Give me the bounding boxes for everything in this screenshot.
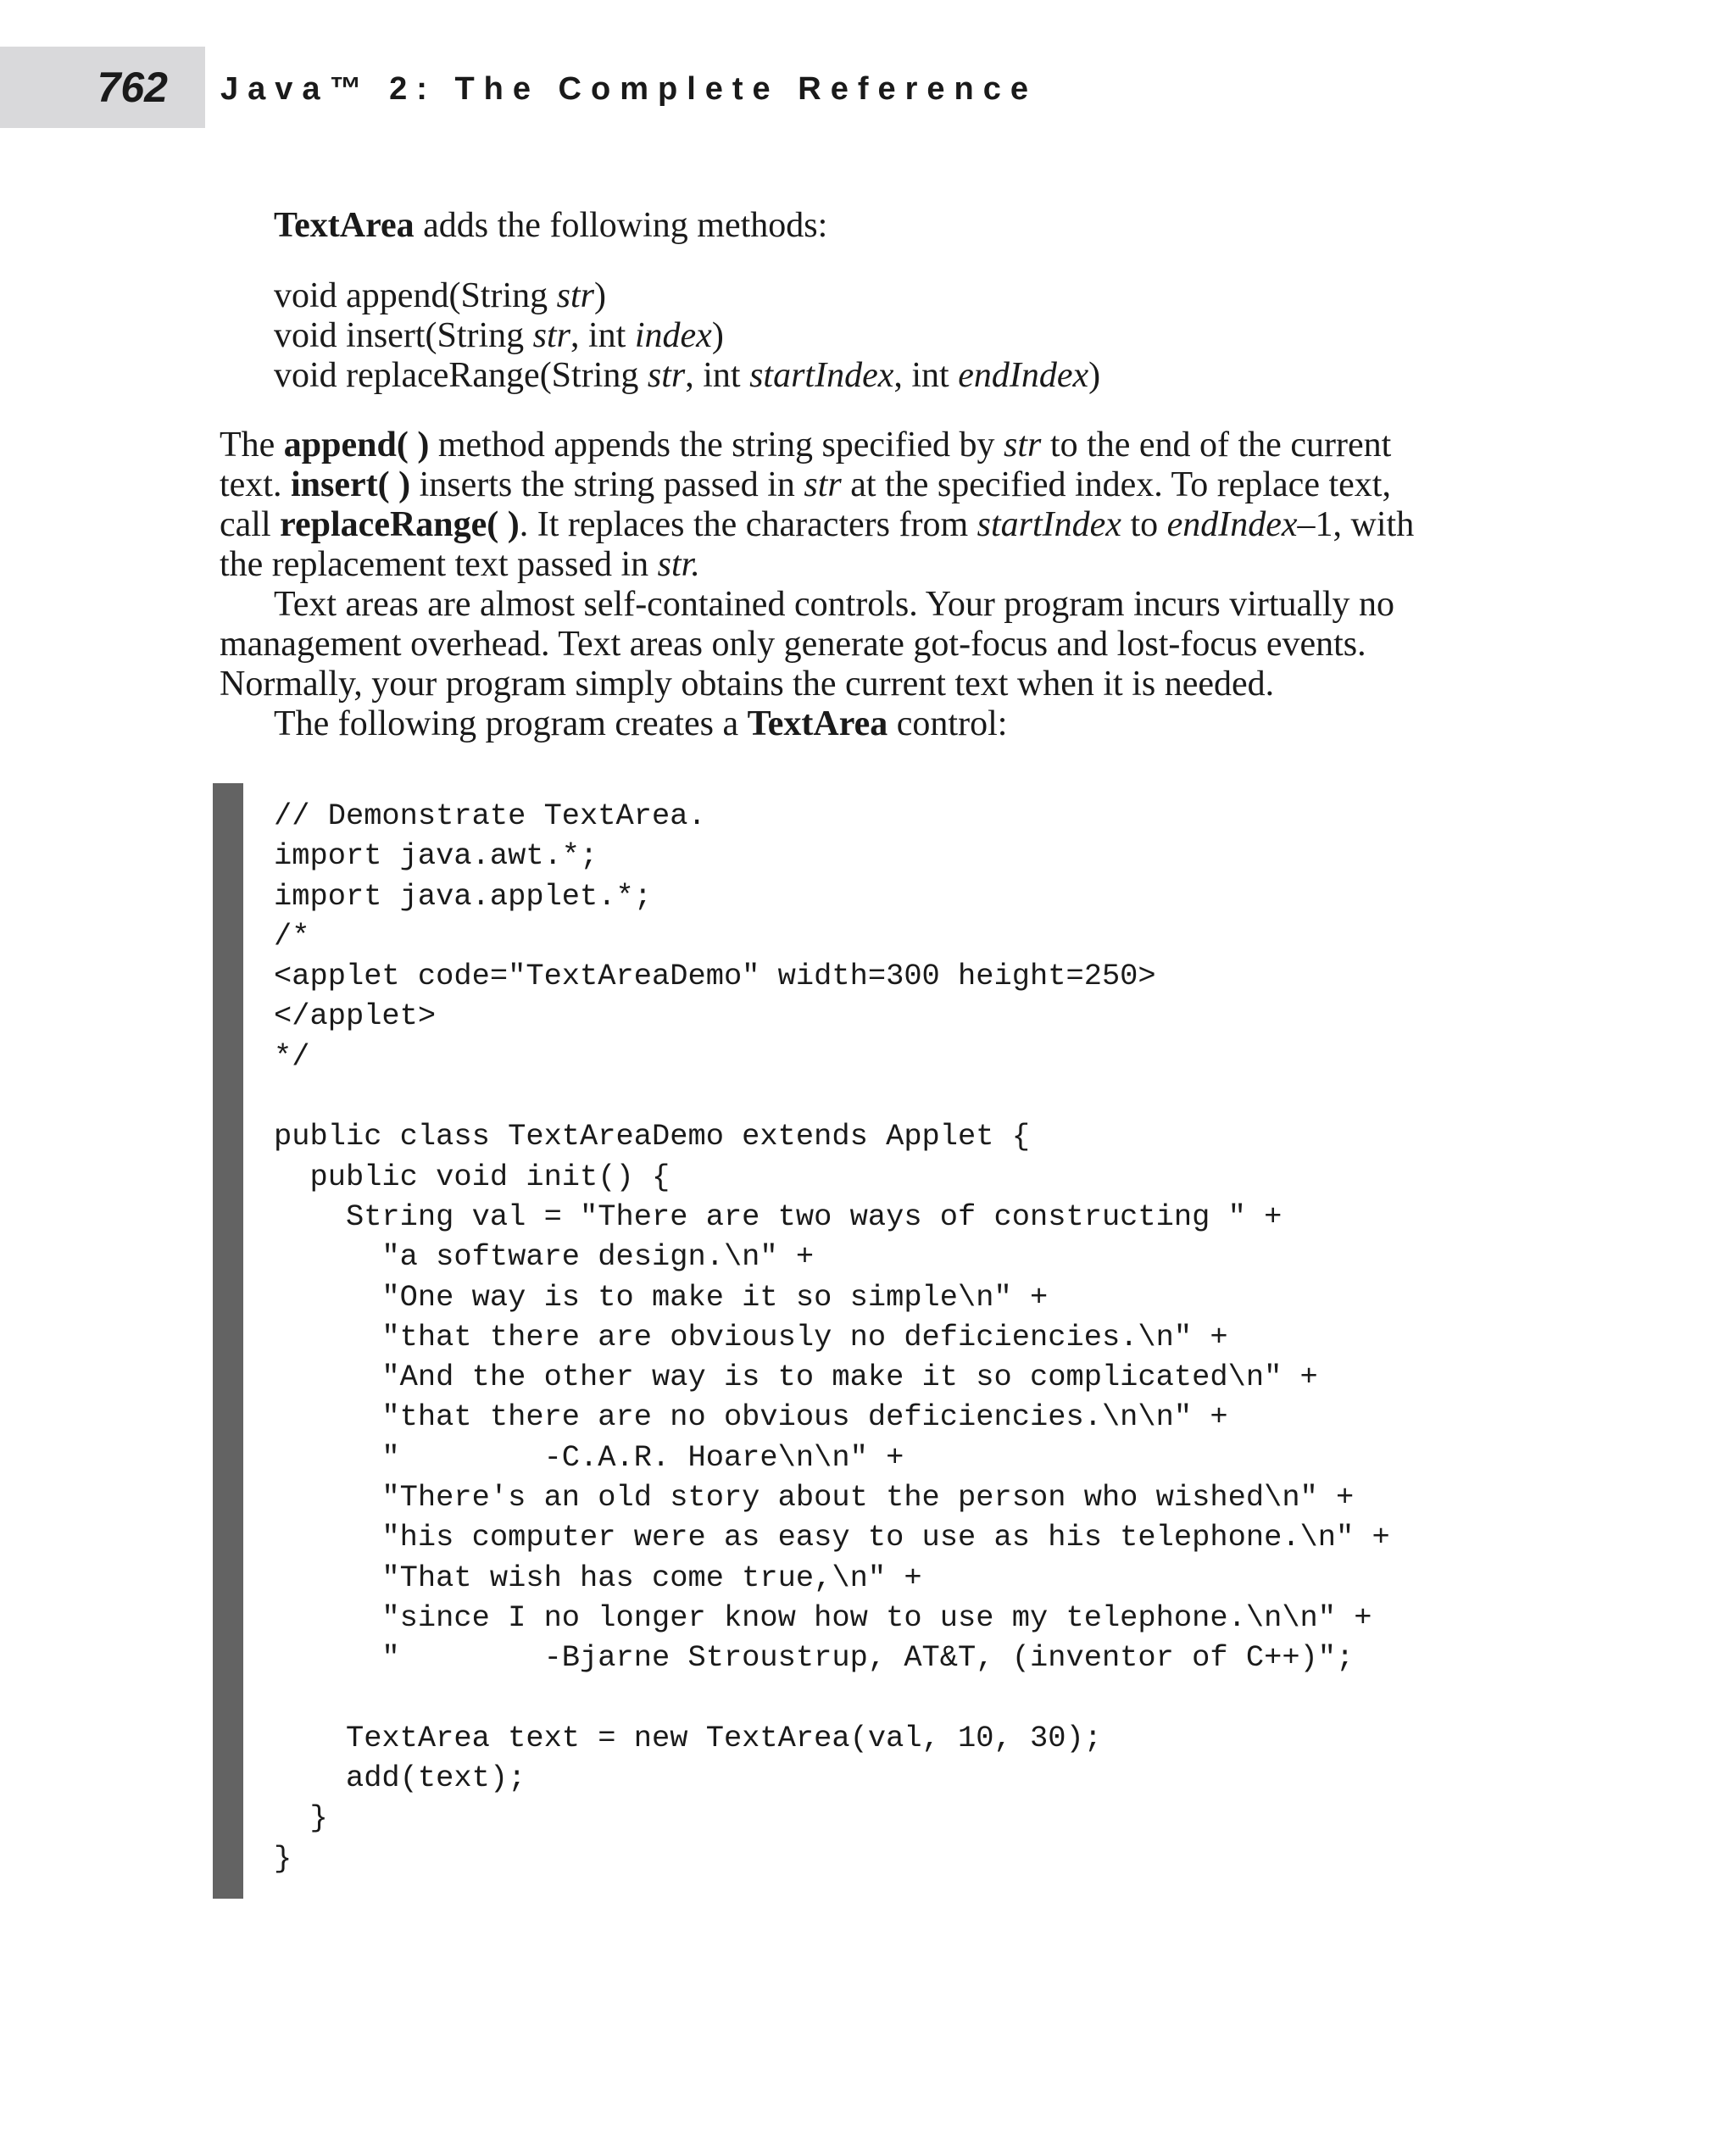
code-listing <box>274 797 1390 1879</box>
code-line: "that there are obviously no deficiencies.\n" + <box>274 1320 1228 1354</box>
code-line: // Demonstrate TextArea. <box>274 799 706 833</box>
intro-paragraph <box>274 206 1461 246</box>
code-line: "since I no longer know how to use my telephone.\n\n" + <box>274 1600 1372 1635</box>
code-line: "There's an old story about the person who wished\n" + <box>274 1481 1355 1516</box>
code-line: public void init() { <box>274 1160 670 1194</box>
method-signature: void insert(String str, int index) <box>274 316 724 355</box>
body-paragraphs <box>220 426 1457 744</box>
method-list <box>274 276 1461 396</box>
code-line: */ <box>274 1039 310 1074</box>
method-signature: void replaceRange(String str, int startIndex, int endIndex) <box>274 356 1101 395</box>
code-line: import java.applet.*; <box>274 879 652 914</box>
code-line <box>274 1679 1390 1719</box>
text-line: management overhead. Text areas only generate got-focus and lost-focus events. <box>220 625 1366 664</box>
code-listing-bar <box>213 783 243 1899</box>
code-line: } <box>274 1841 292 1876</box>
text-line: The append( ) method appends the string specified by str to the end of the current <box>220 426 1392 464</box>
method-signature: void append(String str) <box>274 276 606 315</box>
code-line: /* <box>274 919 310 954</box>
code-line: TextArea text = new TextArea(val, 10, 30); <box>274 1721 1102 1755</box>
code-line: import java.awt.*; <box>274 839 598 874</box>
code-line: " -C.A.R. Hoare\n\n" + <box>274 1440 904 1475</box>
code-line: "that there are no obvious deficiencies.\n\n" + <box>274 1400 1228 1435</box>
text-line: Text areas are almost self-contained controls. Your program incurs virtually no <box>274 585 1395 624</box>
text-line: Normally, your program simply obtains the current text when it is needed. <box>220 665 1275 704</box>
code-line <box>274 1077 1390 1117</box>
code-line: "a software design.\n" + <box>274 1240 815 1275</box>
running-title: Java™ 2: The Complete Reference <box>220 71 1038 107</box>
code-line: add(text); <box>274 1761 526 1796</box>
text-line: the replacement text passed in str. <box>220 545 700 584</box>
code-line: "One way is to make it so simple\n" + <box>274 1280 1049 1315</box>
text-line: call replaceRange( ). It replaces the characters from startIndex to endIndex–1, with <box>220 505 1415 544</box>
code-line: String val = "There are two ways of constructing " + <box>274 1199 1283 1234</box>
code-line: "That wish has come true,\n" + <box>274 1560 922 1595</box>
code-line: } <box>274 1801 328 1836</box>
code-line: <applet code="TextAreaDemo" width=300 height=250> <box>274 960 1156 994</box>
intro-rest: adds the following methods: <box>414 206 828 245</box>
code-line: "And the other way is to make it so complicated\n" + <box>274 1360 1318 1395</box>
intro-bold: TextArea <box>274 206 415 245</box>
page-number: 762 <box>97 64 168 111</box>
code-line: "his computer were as easy to use as his telephone.\n" + <box>274 1521 1390 1555</box>
text-line: The following program creates a TextArea control: <box>274 704 1008 743</box>
code-line: </applet> <box>274 999 437 1034</box>
text-line: text. insert( ) inserts the string passed in str at the specified index. To replace text, <box>220 465 1391 504</box>
code-line: public class TextAreaDemo extends Applet { <box>274 1120 1030 1154</box>
code-line: " -Bjarne Stroustrup, AT&T, (inventor of C++)"; <box>274 1641 1355 1676</box>
